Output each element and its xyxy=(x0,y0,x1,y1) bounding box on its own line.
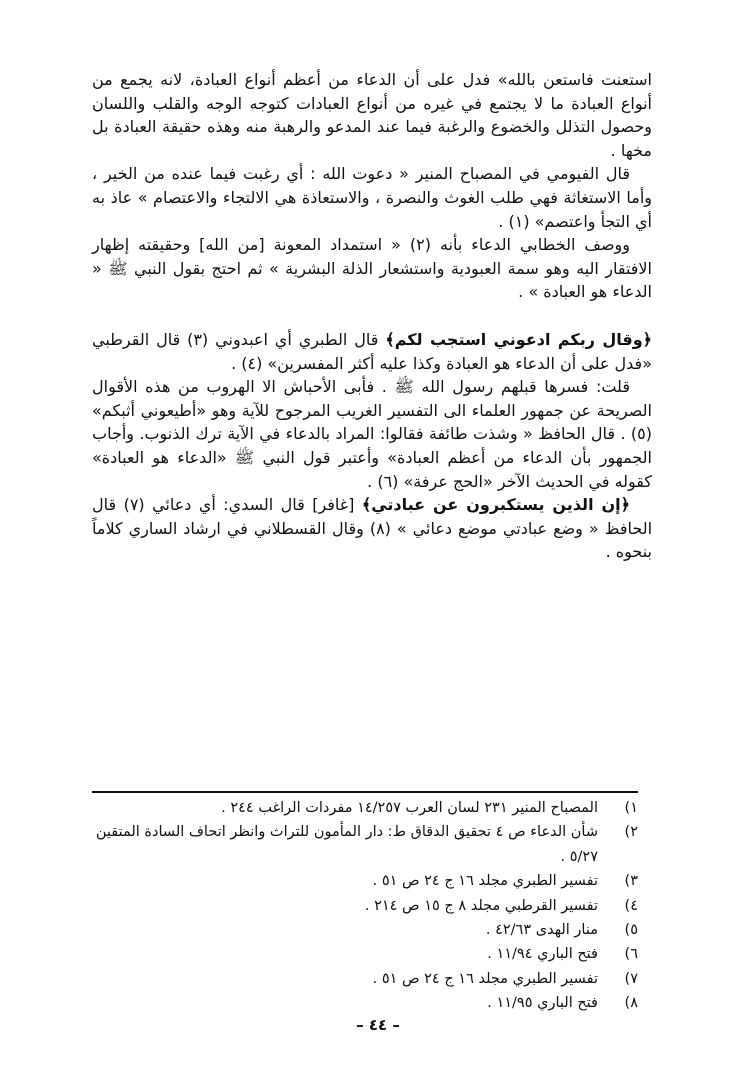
footnote-item xyxy=(92,820,638,869)
footnote-number: ٤) xyxy=(624,897,638,914)
footnote-item xyxy=(92,894,638,918)
footnote-text: شأن الدعاء ص ٤ تحقيق الدقاق ط: دار المأمون للتراث وانظر اتحاف السادة المتقين ٥/٢٧ . xyxy=(95,824,598,865)
footnote-text: تفسير الطبري مجلد ١٦ ج ٢٤ ص ٥١ . xyxy=(372,873,598,890)
footnote-number: ٨) xyxy=(624,995,638,1012)
footnote-item xyxy=(92,918,638,942)
footnote-text: تفسير القرطبي مجلد ٨ ج ١٥ ص ٢١٤ . xyxy=(364,897,598,914)
body-text xyxy=(92,68,652,564)
footnote-number: ١) xyxy=(624,800,638,816)
footnote-item xyxy=(92,869,638,893)
footnote-item xyxy=(92,796,638,820)
quran-verse: ﴿إن الذين يستكبرون عن عبادتي﴾ xyxy=(361,495,630,515)
paragraph: قلت: فسرها قبلهم رسول الله ﷺ . فأبى الأحباش الا الهروب من هذه الأقوال الصريحة عن جمهور العلماء الى التفسير الغريب المرجوح للآية وهو «أطيعوني أثبكم» (٥) . قال الحافظ « وشذت طائفة فقالوا: المراد بالدعاء في الآية ترك الذنوب. وأجاب الجمهور بأن الدعاء من أعظم العبادة» وأعتبر قول النبي ﷺ «الدعاء هو العبادة» كقوله في الحديث الآخر «الحج عرفة» (٦) . xyxy=(92,377,652,491)
paragraph-text: [غافر] قال السدي: أي دعائي (٧) قال الحافظ « وضع عبادتي موضع دعائي » (٨) وقال القسطلاني في ارشاد الساري كلاماً بنحوه . xyxy=(92,495,653,562)
footnote-text: المصباح المنير ٢٣١ لسان العرب ١٤/٢٥٧ مفردات الراغب ٢٤٤ . xyxy=(221,800,598,816)
paragraph xyxy=(92,328,652,375)
footnote-text: فتح الباري ١١/٩٤ . xyxy=(487,946,598,963)
footnote-text: فتح الباري ١١/٩٥ . xyxy=(487,995,598,1012)
paragraph: استعنت فاستعن بالله» فدل على أن الدعاء من أعظم أنواع العبادة، لانه يجمع من أنواع العبادة ما لا يجتمع في غيره من أنواع العبادات كتوجه الوجه والقلب واللسان وحصول التذلل والخضوع والرغبة فيما عند المدعو والرهبة منه وهذه حقيقة العبادة بل مخها . xyxy=(92,70,652,160)
footnote-number: ٢) xyxy=(624,824,638,841)
quran-verse: ﴿وقال ربكم ادعوني استجب لكم﴾ xyxy=(385,329,653,349)
footnote-separator xyxy=(92,791,638,793)
footnote-number: ٣) xyxy=(624,873,638,890)
footnote-number: ٧) xyxy=(624,970,638,987)
paragraph xyxy=(92,493,652,564)
page-number: – ٤٤ – xyxy=(356,1016,400,1034)
footnote-item xyxy=(92,942,638,966)
paragraph: قال الفيومي في المصباح المنير « دعوت الله : أي رغبت فيما عنده من الخير ، وأما الاستغاثة فهي طلب الغوث والنصرة ، والاستعاذة هي الالتجاء والاعتصام » عاذ به أي التجأ واعتصم» (١) . xyxy=(92,164,652,231)
footnote-item xyxy=(92,967,638,991)
footnote-number: ٦) xyxy=(624,946,638,963)
paragraph-text: قال الطبري أي اعبدوني (٣) قال القرطبي «فدل على أن الدعاء هو العبادة وكذا عليه أكثر المفسرين» (٤) . xyxy=(92,329,652,373)
footnote-text: منار الهدى ٤٢/٦٣ . xyxy=(485,922,598,939)
footnote-number: ٥) xyxy=(624,922,638,939)
paragraph: ووصف الخطابي الدعاء بأنه (٢) « استمداد المعونة [من الله] وحقيقته إظهار الافتقار اليه وهو سمة العبودية واستشعار الذلة البشرية » ثم احتج بقول النبي ﷺ « الدعاء هو العبادة » . xyxy=(92,235,652,302)
footnote-text: تفسير الطبري مجلد ١٦ ج ٢٤ ص ٥١ . xyxy=(372,970,598,987)
footnotes-list xyxy=(92,796,638,1016)
footnote-item xyxy=(92,991,638,1015)
